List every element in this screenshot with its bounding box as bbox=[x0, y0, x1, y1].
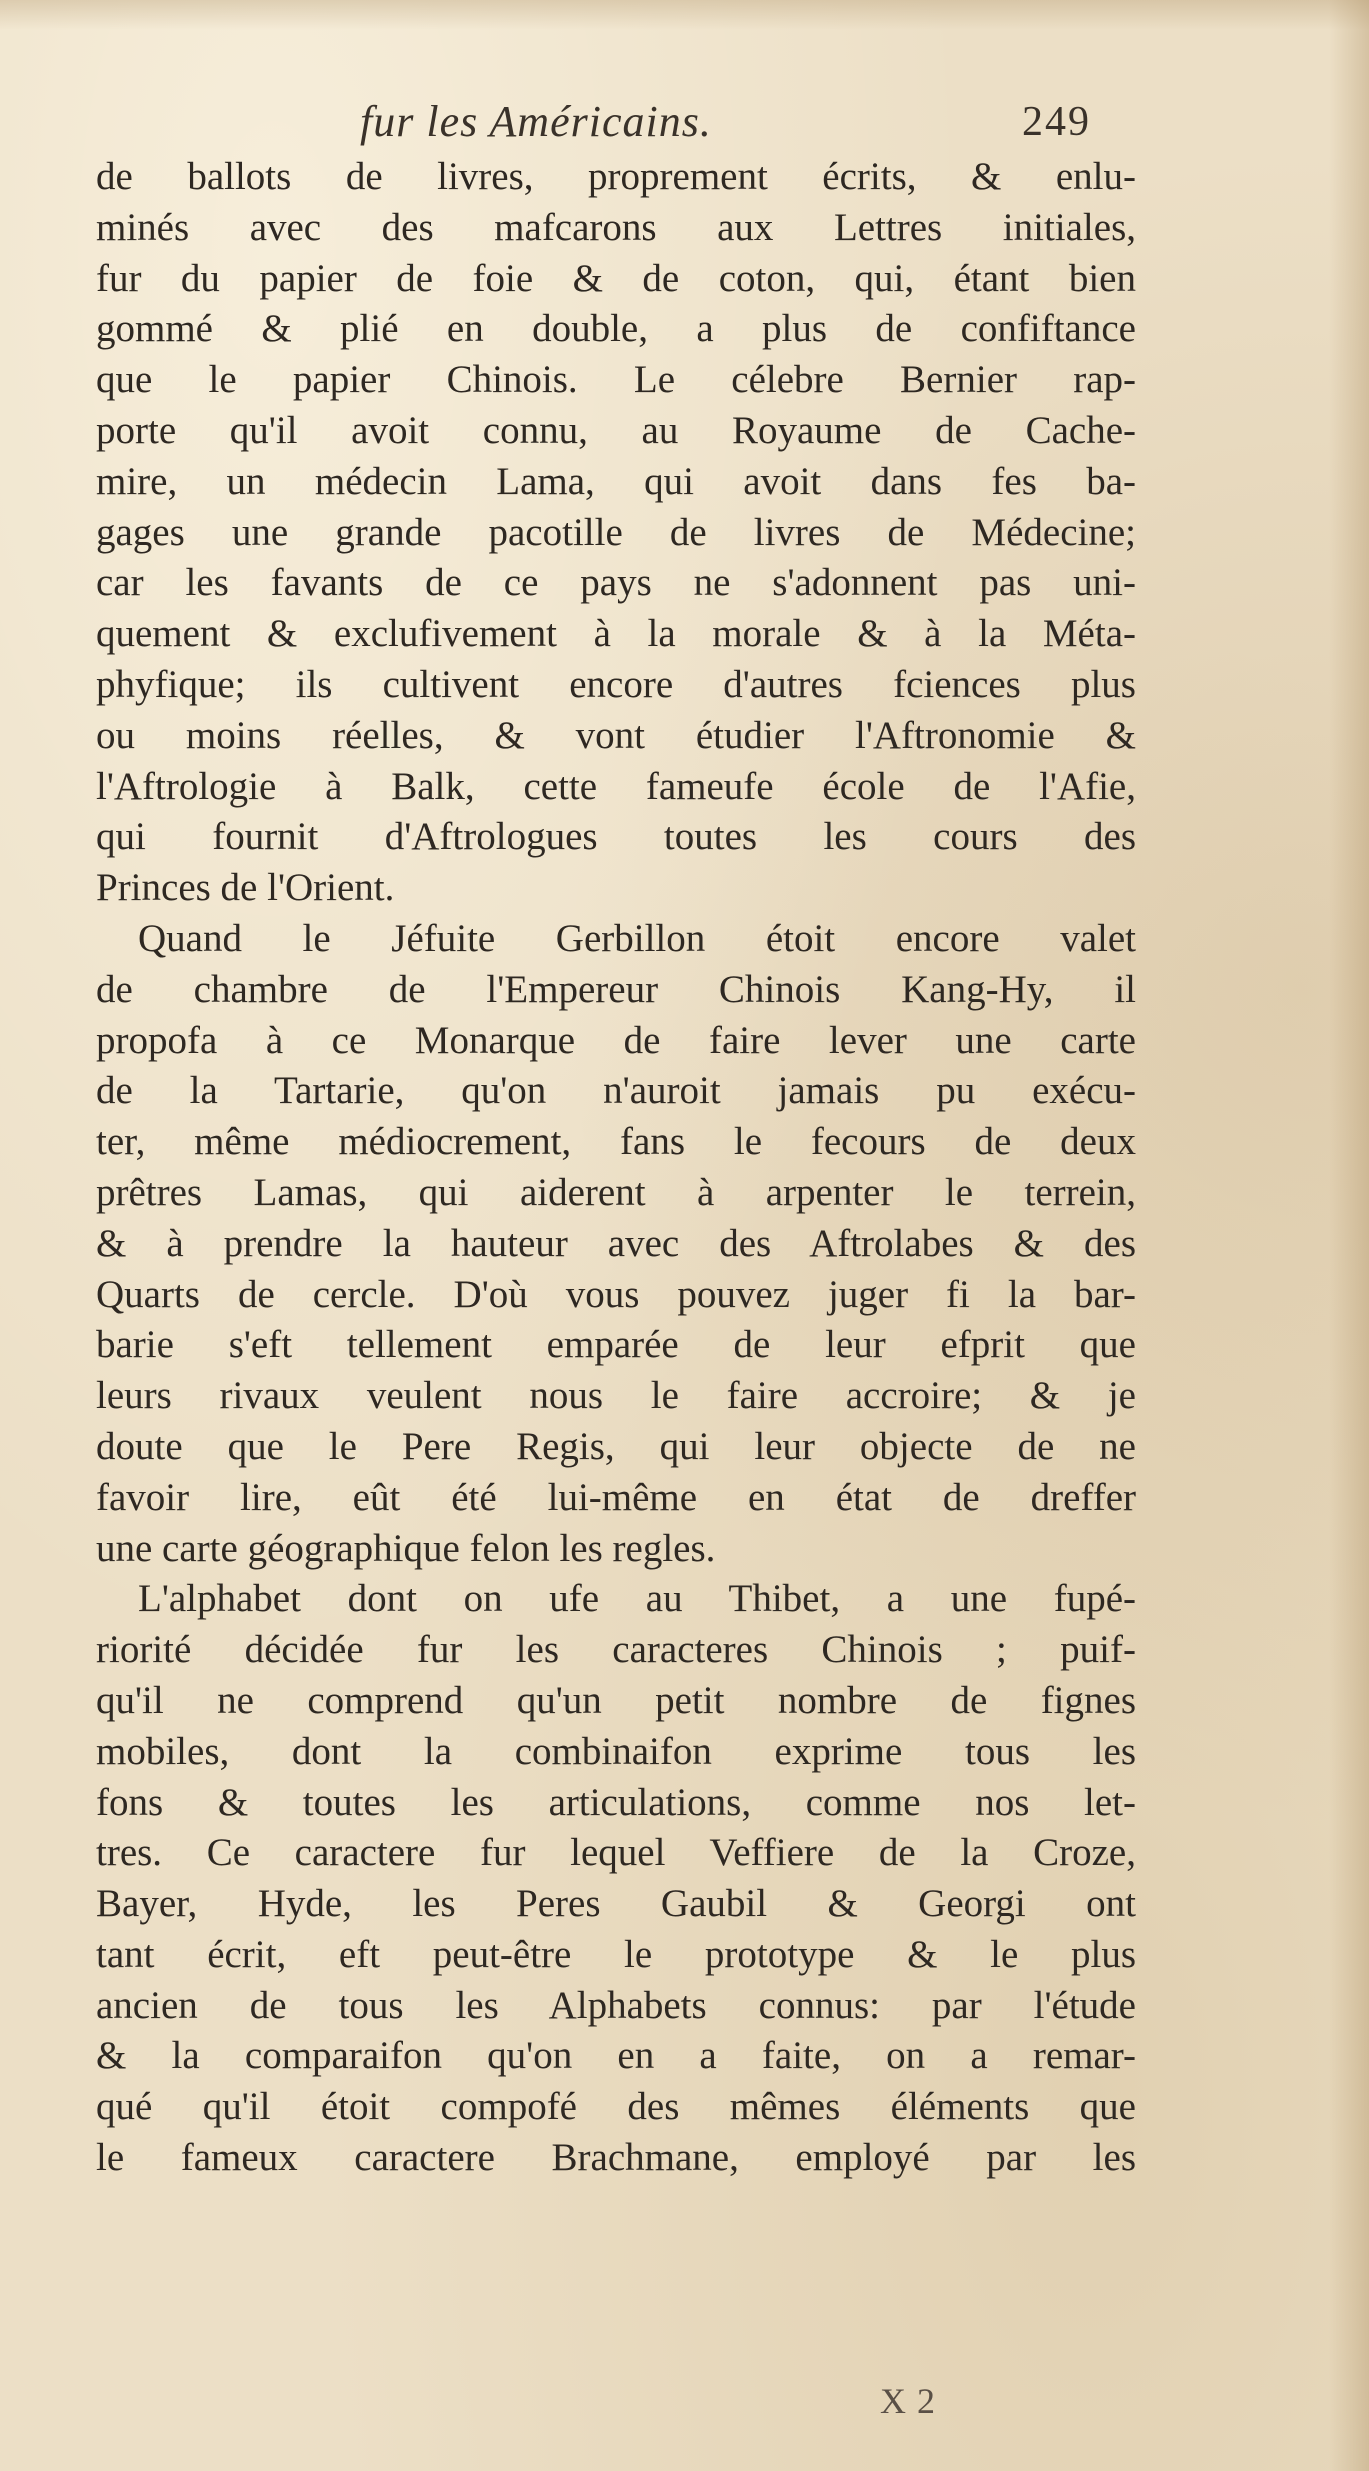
text-line: favoir lire, eût été lui-même en état de dreffer bbox=[96, 1475, 1136, 1519]
text-line: Bayer, Hyde, les Peres Gaubil & Georgi ont bbox=[96, 1882, 1136, 1926]
text-line: car les favants de ce pays ne s'adonnent pas uni- bbox=[96, 561, 1136, 605]
text-line: gages une grande pacotille de livres de Médecine; bbox=[96, 510, 1136, 554]
text-line: riorité décidée fur les caracteres Chinois ; puif- bbox=[96, 1628, 1136, 1672]
running-title: fur les Américains. bbox=[360, 97, 712, 146]
text-line: tres. Ce caractere fur lequel Veffiere de la Croze, bbox=[96, 1831, 1136, 1875]
text-line: ter, même médiocrement, fans le fecours de deux bbox=[96, 1120, 1136, 1164]
text-line: quement & exclufivement à la morale & à la Méta- bbox=[96, 612, 1136, 656]
text-line: fur du papier de foie & de coton, qui, étant bien bbox=[96, 256, 1136, 300]
page-number: 249 bbox=[1022, 99, 1091, 145]
text-line: & à prendre la hauteur avec des Aftrolabes & des bbox=[96, 1221, 1136, 1265]
text-line: minés avec des mafcarons aux Lettres initiales, bbox=[96, 205, 1136, 249]
signature-mark: X 2 bbox=[880, 2381, 936, 2421]
text-line: gommé & plié en double, a plus de confiftance bbox=[96, 307, 1136, 351]
text-line: mobiles, dont la combinaifon exprime tous les bbox=[96, 1729, 1136, 1773]
text-line: qu'il ne comprend qu'un petit nombre de fignes bbox=[96, 1678, 1136, 1722]
text-line: ancien de tous les Alphabets connus: par l'étude bbox=[96, 1983, 1136, 2027]
text-line: barie s'eft tellement emparée de leur efprit que bbox=[96, 1323, 1136, 1367]
text-line: l'Aftrologie à Balk, cette fameufe école de l'Afie, bbox=[96, 764, 1136, 808]
text-line: porte qu'il avoit connu, au Royaume de Cache- bbox=[96, 408, 1136, 452]
running-head bbox=[0, 96, 1369, 156]
page-edge-shadow bbox=[1329, 0, 1369, 2471]
text-line: fons & toutes les articulations, comme nos let- bbox=[96, 1780, 1136, 1824]
text-line: de ballots de livres, proprement écrits, & enlu- bbox=[96, 155, 1136, 198]
text-line: L'alphabet dont on ufe au Thibet, a une fupé- bbox=[138, 1577, 1136, 1621]
text-line: propofa à ce Monarque de faire lever une carte bbox=[96, 1018, 1136, 1062]
text-line: que le papier Chinois. Le célebre Bernier rap- bbox=[96, 358, 1136, 402]
text-line: qui fournit d'Aftrologues toutes les cours des bbox=[96, 815, 1136, 859]
text-line: ou moins réelles, & vont étudier l'Aftronomie & bbox=[96, 713, 1136, 757]
text-line: phyfique; ils cultivent encore d'autres fciences plus bbox=[96, 662, 1136, 706]
text-line: leurs rivaux veulent nous le faire accroire; & je bbox=[96, 1374, 1136, 1418]
text-line: Princes de l'Orient. bbox=[96, 866, 395, 910]
text-line: Quand le Jéfuite Gerbillon étoit encore valet bbox=[138, 916, 1136, 960]
text-line: & la comparaifon qu'on en a faite, on a remar- bbox=[96, 2034, 1136, 2078]
text-line: qué qu'il étoit compofé des mêmes éléments que bbox=[96, 2085, 1136, 2129]
text-line: prêtres Lamas, qui aiderent à arpenter le terrein, bbox=[96, 1170, 1136, 1214]
text-line: de la Tartarie, qu'on n'auroit jamais pu exécu- bbox=[96, 1069, 1136, 1113]
body-text bbox=[96, 152, 1136, 2184]
page-top-shadow bbox=[0, 0, 1369, 30]
text-line: de chambre de l'Empereur Chinois Kang-Hy, il bbox=[96, 967, 1136, 1011]
text-line: doute que le Pere Regis, qui leur objecte de ne bbox=[96, 1424, 1136, 1468]
text-line: une carte géographique felon les regles. bbox=[96, 1526, 716, 1570]
text-line: Quarts de cercle. D'où vous pouvez juger fi la bar- bbox=[96, 1272, 1136, 1316]
text-line: tant écrit, eft peut-être le prototype & le plus bbox=[96, 1932, 1136, 1976]
text-line: mire, un médecin Lama, qui avoit dans fes ba- bbox=[96, 459, 1136, 503]
text-line: le fameux caractere Brachmane, employé par les bbox=[96, 2136, 1136, 2180]
